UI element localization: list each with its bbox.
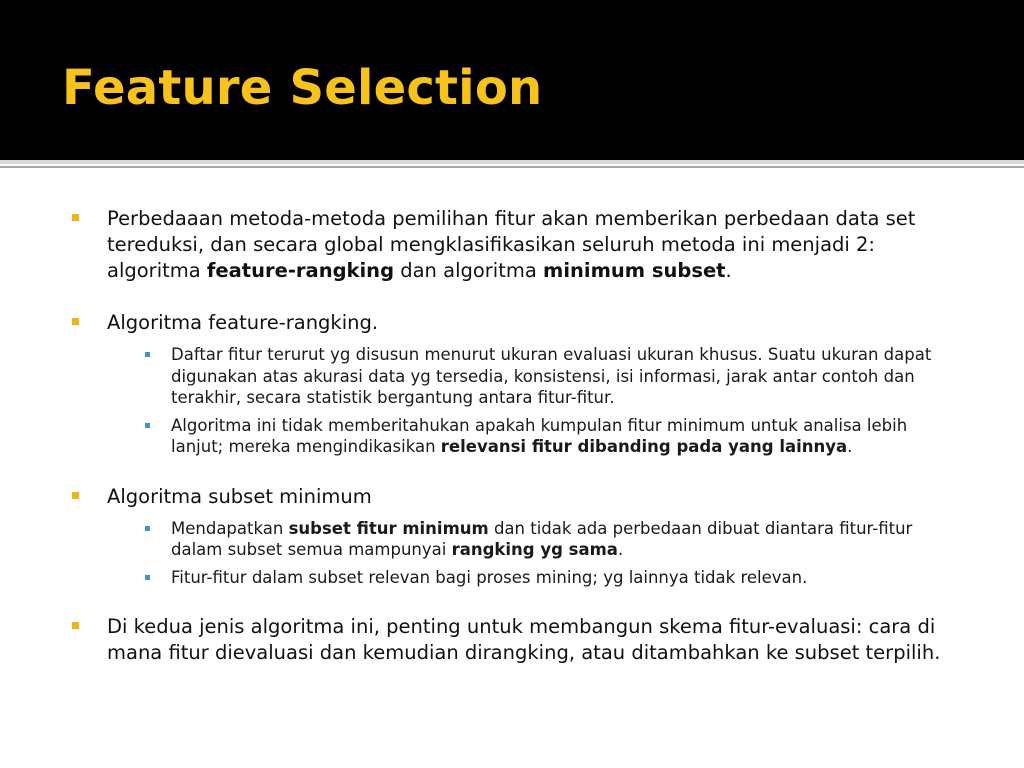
slide-content <box>72 206 952 666</box>
small-square-bullet-icon <box>145 423 150 428</box>
sub-bullet-item <box>139 344 952 409</box>
sub-bullet-item <box>139 567 952 589</box>
sub-bullet-text: . <box>847 437 853 456</box>
bullet-text: Algoritma subset minimum <box>107 484 372 508</box>
sub-bullet-text: Fitur-fitur dalam subset relevan bagi proses mining; yg lainnya tidak relevan. <box>171 567 808 587</box>
sub-bullet-text: Daftar fitur terurut yg disusun menurut ukuran evaluasi ukuran khusus. Suatu ukuran dapat digunakan atas akurasi data yg tersedia, konsistensi, isi informasi, jarak antar contoh dan terakhir, secara statistik bergantung antara fitur-fitur. <box>171 345 932 407</box>
small-square-bullet-icon <box>145 575 150 580</box>
sub-bullet-text: dan tidak ada perbedaan dibuat diantara fitur-fitur dalam subset semua mampunyai <box>171 518 913 559</box>
square-bullet-icon <box>72 622 79 629</box>
sub-bullet-text: . <box>617 540 624 559</box>
sub-bullet-text: Mendapatkan <box>171 518 289 538</box>
bullet-item-3 <box>72 484 952 589</box>
sub-bullet-bold-text: rangking yg sama <box>451 540 618 559</box>
sub-bullet-text: Algoritma ini tidak memberitahukan apakah kumpulan fitur minimum untuk analisa lebih lanjut; mereka mengindikasikan <box>171 415 908 456</box>
slide-title: Feature Selection <box>62 60 543 116</box>
square-bullet-icon <box>72 214 79 221</box>
bullet-item-1 <box>72 206 952 284</box>
sub-bullet-bold-text: relevansi fitur dibanding pada yang lainnya <box>440 437 848 456</box>
small-square-bullet-icon <box>145 526 150 531</box>
sub-bullet-list <box>107 518 952 589</box>
bullet-item-4 <box>72 614 952 666</box>
small-square-bullet-icon <box>145 352 150 357</box>
square-bullet-icon <box>72 318 79 325</box>
bullet-text: Algoritma feature-rangking. <box>107 311 379 334</box>
title-divider-light <box>0 160 1024 164</box>
bullet-text: Perbedaaan metoda-metoda pemilihan fitur akan memberikan perbedaan data set tereduksi, dan secara global mengklasifikasikan seluruh metoda ini menjadi 2: algoritma <box>107 207 916 282</box>
bullet-text: dan algoritma <box>394 259 544 282</box>
sub-bullet-item <box>139 415 952 458</box>
square-bullet-icon <box>72 492 79 499</box>
sub-bullet-bold-text: subset fitur minimum <box>288 518 489 538</box>
bullet-bold-text: feature-rangking <box>206 259 395 282</box>
bullet-text: . <box>725 259 732 282</box>
bullet-item-2 <box>72 310 952 458</box>
title-divider-dark <box>0 166 1024 168</box>
sub-bullet-list <box>107 344 952 458</box>
sub-bullet-item <box>139 518 952 561</box>
bullet-text: Di kedua jenis algoritma ini, penting untuk membangun skema fitur-evaluasi: cara di mana fitur dievaluasi dan kemudian dirangking, atau ditambahkan ke subset terpilih. <box>107 615 941 664</box>
bullet-bold-text: minimum subset <box>543 259 726 282</box>
